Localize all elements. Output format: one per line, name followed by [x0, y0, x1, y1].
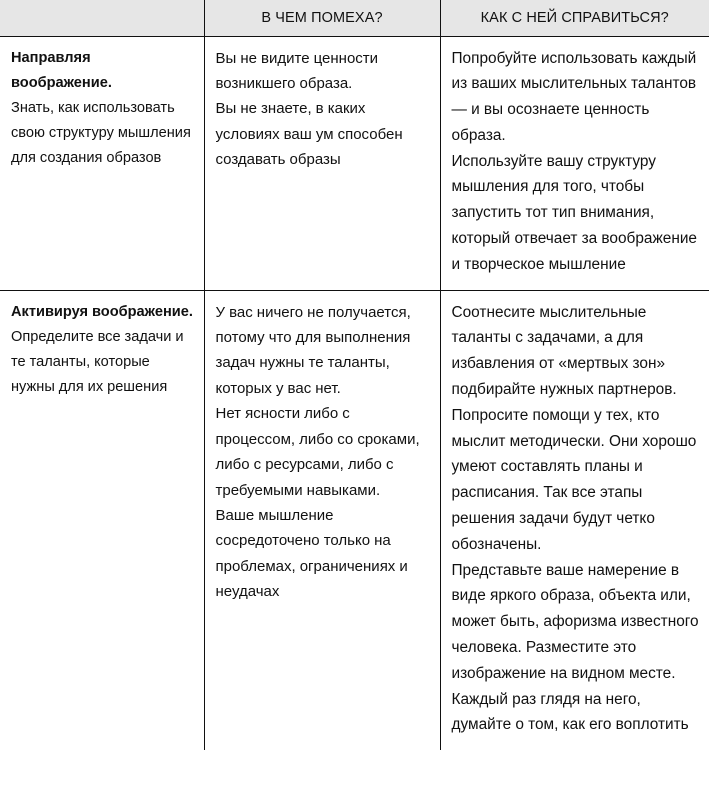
table-header	[0, 0, 709, 36]
header-obstacle: В ЧЕМ ПОМЕХА?	[204, 0, 440, 36]
topic-body-directing: Знать, как использовать свою структуру мышления для создания образов	[11, 99, 191, 167]
solution-paragraph: Представьте ваше намерение в виде яркого образа, объекта или, может быть, афоризма известного человека. Разместите это изображение на видном месте. Каждый раз глядя на него, думайте о том, как его воплотить	[451, 561, 699, 734]
topic-body-activating: Определите все задачи и те таланты, которые нужны для их решения	[11, 328, 184, 396]
solution-paragraph: Попробуйте использовать каждый из ваших мыслительных талантов — и вы осознаете ценность образа.	[451, 49, 697, 144]
table-row	[0, 290, 709, 750]
solution-paragraph: Соотнесите мыслительные таланты с задачами, а для избавления от «мертвых зон» подбирайте нужных партнеров.	[451, 303, 677, 399]
table-row	[0, 36, 709, 290]
cell-topic-directing	[0, 36, 204, 290]
cell-topic-activating	[0, 290, 204, 750]
header-blank	[0, 0, 204, 36]
solution-paragraph: Используйте вашу структуру мышления для того, чтобы запустить тот тип внимания, который отвечает за воображение и творческое мышление	[451, 152, 697, 273]
obstacle-paragraph: Вы не видите ценности возникшего образа.	[215, 49, 379, 92]
solution-paragraph: Попросите помощи у тех, кто мыслит методически. Они хорошо умеют составлять планы и расписания. Так все этапы решения задачи будут четко обозначены.	[451, 406, 697, 553]
obstacle-paragraph: Ваше мышление сосредоточено только на проблемах, ограничениях и неудачах	[215, 506, 408, 601]
obstacle-paragraph: Нет ясности либо с процессом, либо со сроками, либо с ресурсами, либо с требуемыми навыками.	[215, 405, 420, 499]
table-body	[0, 36, 709, 750]
topic-lead-directing: Направляя воображение.	[11, 49, 112, 91]
cell-obstacle-directing	[204, 36, 440, 290]
obstacle-paragraph: Вы не знаете, в каких условиях ваш ум способен создавать образы	[215, 100, 403, 169]
obstacle-paragraph: У вас ничего не получается, потому что для выполнения задач нужны те таланты, которых у вас нет.	[215, 303, 411, 397]
table-header-row	[0, 0, 709, 36]
topic-lead-activating: Активируя воображение.	[11, 303, 193, 320]
header-solution: КАК С НЕЙ СПРАВИТЬСЯ?	[440, 0, 709, 36]
cell-obstacle-activating	[204, 290, 440, 750]
cell-solution-directing	[440, 36, 709, 290]
cell-solution-activating	[440, 290, 709, 750]
